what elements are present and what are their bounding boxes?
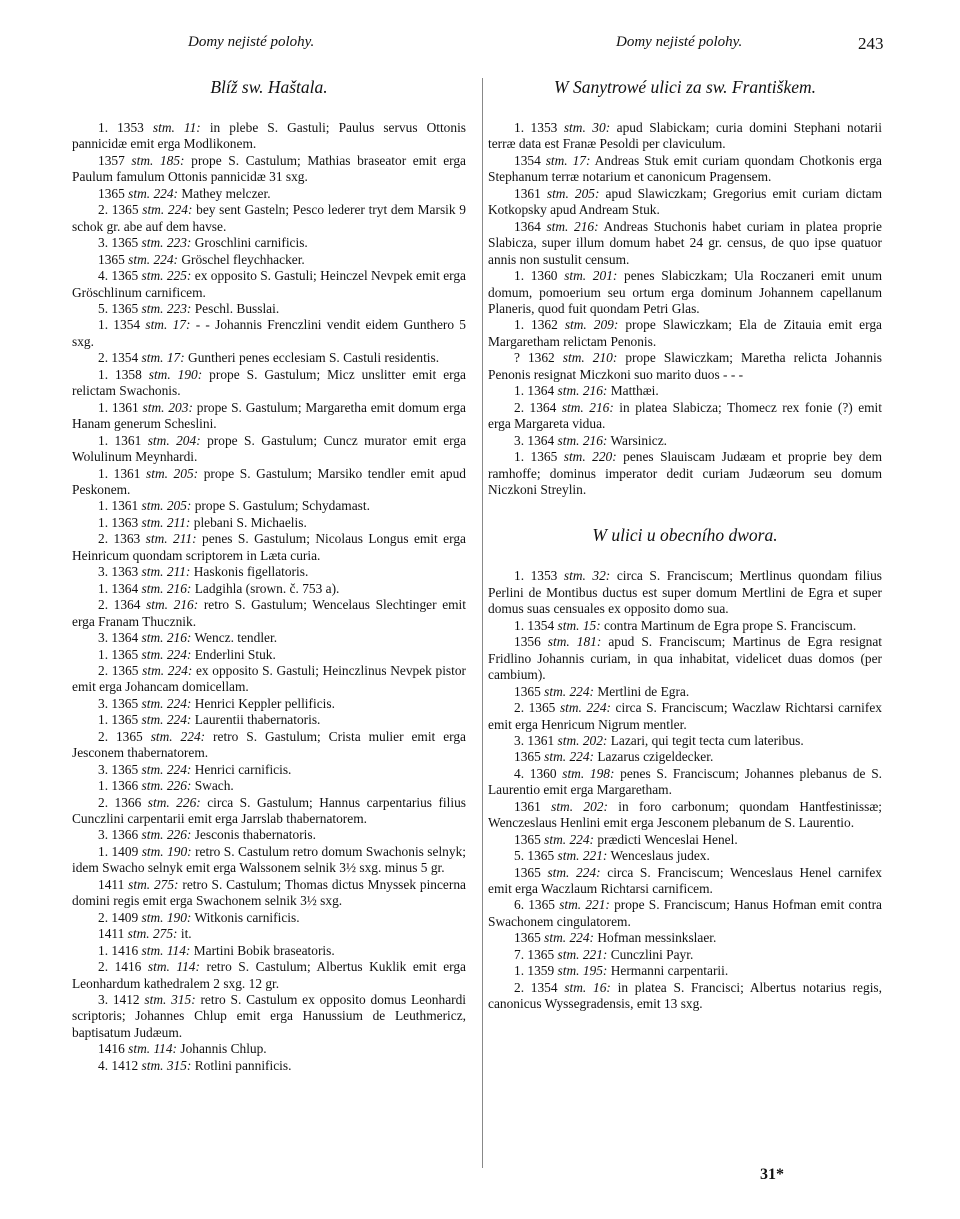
entry-stm-reference: stm. 224:: [142, 662, 193, 678]
entry-text: Jesconis thabernatoris.: [194, 827, 316, 843]
entry-number-year: 1. 1353: [514, 568, 558, 584]
entry-number-year: 3. 1364: [98, 630, 139, 646]
register-entry: [72, 712, 466, 728]
entry-stm-reference: stm. 11:: [152, 120, 201, 135]
entry-stm-reference: stm. 225:: [141, 268, 192, 284]
entry-text: prædicti Wenceslai Henel.: [597, 831, 738, 847]
register-entry: [488, 832, 882, 848]
entry-number-year: 1365: [514, 831, 541, 847]
entry-stm-reference: stm. 221:: [557, 848, 608, 864]
register-entry: [488, 634, 882, 683]
entry-stm-reference: stm. 201:: [564, 268, 618, 284]
register-entry: [488, 153, 882, 186]
entry-text: Wencz. tendler.: [194, 630, 278, 646]
entry-number-year: 1. 1409: [98, 843, 139, 859]
register-entry: [72, 762, 466, 778]
entry-text: prope S. Gastulum; Schydamast.: [194, 498, 370, 514]
entry-stm-reference: stm. 190:: [141, 843, 192, 859]
entry-text: in plebe S. Gastuli; Paulus servus Ottonis pannicidæ emit erga Modlikonem.: [72, 120, 467, 152]
register-entry: [488, 350, 882, 383]
entry-stm-reference: stm. 224:: [141, 712, 192, 728]
register-entry: [72, 778, 466, 794]
register-entry: [488, 897, 882, 930]
register-entry: [488, 733, 882, 749]
register-entry: [72, 186, 466, 202]
entry-number-year: 3. 1361: [514, 732, 555, 748]
page-number: 243: [858, 34, 884, 53]
register-entry: [488, 963, 882, 979]
entry-text: penes Slabiczkam; Ula Roczaneri emit unum domum, pomoerium seu ortum erga dominum Johannem capellanum Planeris, quod fuit quondam Petri Glas.: [488, 268, 883, 316]
register-entry: [488, 268, 882, 317]
running-head-left: Domy nejisté polohy.: [188, 34, 315, 50]
register-entry: [72, 1058, 466, 1074]
entry-text: prope S. Gastulum; Marsiko tendler emit apud Peskonem.: [72, 465, 466, 497]
entry-number-year: 1. 1362: [514, 317, 558, 333]
register-entry: [72, 350, 466, 366]
entry-stm-reference: stm. 315:: [141, 1057, 192, 1073]
entry-number-year: 1. 1363: [98, 514, 139, 530]
entry-number-year: 1. 1361: [98, 432, 142, 448]
entry-number-year: 1. 1364: [98, 580, 139, 596]
entry-stm-reference: stm. 223:: [141, 300, 192, 316]
entry-text: penes Slauiscam Judæam et proprie bey dem ramhoffe; dominus imperator dedit curiam Judæorum seu domum Niczkoni Streylin.: [488, 449, 882, 497]
entry-stm-reference: stm. 216:: [146, 597, 199, 613]
entry-stm-reference: stm. 224:: [128, 251, 178, 267]
entry-number-year: 1354: [514, 152, 541, 168]
entry-text: in platea S. Francisci; Albertus notarius regis, canonicus Wyssegradensis, emit 13 sxg.: [488, 979, 882, 1012]
right-column: [488, 76, 882, 1013]
entry-stm-reference: stm. 224:: [547, 864, 601, 880]
entry-stm-reference: stm. 224:: [141, 761, 192, 777]
register-entry: [488, 449, 882, 498]
entry-text: Matthæi.: [610, 383, 659, 399]
entry-stm-reference: stm. 216:: [557, 383, 608, 399]
entry-text: bey sent Gasteln; Pesco lederer tryt dem Marsik 9 schok gr. abe auf dem havse.: [72, 202, 466, 234]
entry-stm-reference: stm. 17:: [545, 152, 591, 168]
entry-text: retro S. Castulum ex opposito domus Leonhardi scriptoris; Johannes Chlup emit erga Hanussium de Leuthmericz, baptisatum Judæum.: [72, 992, 467, 1040]
entry-text: prope S. Gastulum; Cuncz murator emit erga Wolulinum Meynhardi.: [72, 432, 467, 465]
section-title: Blíž sw. Haštala.: [210, 77, 328, 97]
entry-text: plebani S. Michaelis.: [193, 514, 307, 530]
register-entry: [488, 219, 882, 268]
entry-stm-reference: stm. 216:: [141, 630, 192, 646]
entry-stm-reference: stm. 216:: [557, 432, 608, 448]
register-entry: [72, 581, 466, 597]
entry-number-year: 1365: [514, 683, 541, 699]
entry-stm-reference: stm. 17:: [145, 317, 191, 333]
register-entry: [72, 844, 466, 877]
entry-text: Lazarus czigeldecker.: [597, 749, 714, 765]
entry-text: Andreas Stuk emit curiam quondam Chotkonis erga Stephanum terræ notarium et canonicum Pragensem.: [488, 152, 882, 185]
entry-stm-reference: stm. 226:: [147, 794, 201, 810]
entry-text: it.: [180, 926, 192, 942]
register-entry: [72, 992, 466, 1041]
entry-number-year: 2. 1365: [98, 728, 143, 744]
entry-text: Witkonis carnificis.: [194, 909, 300, 925]
register-entry: [72, 926, 466, 942]
entry-number-year: 1357: [98, 152, 125, 168]
entry-number-year: 1411: [98, 876, 125, 892]
entry-number-year: 2. 1416: [98, 959, 142, 975]
register-entry: [488, 930, 882, 946]
column-divider: [482, 78, 483, 1168]
entry-text: Swach.: [194, 778, 234, 794]
entry-number-year: 1365: [514, 864, 541, 880]
entry-stm-reference: stm. 202:: [551, 798, 608, 814]
entry-stm-reference: stm. 224:: [141, 695, 192, 711]
entry-text: Wenceslaus judex.: [610, 848, 710, 864]
entry-text: retro S. Castulum; Thomas dictus Mnyssek pincerna domini regis emit erga Swachonem selnik 3½ sxg.: [72, 876, 466, 909]
register-entry: [72, 795, 466, 828]
entry-text: Lazari, qui tegit tecta cum lateribus.: [610, 732, 804, 748]
entry-text: ex opposito S. Gastuli; Heinczlinus Nevpek pistor emit erga Johancam domicellam.: [72, 662, 467, 695]
entry-number-year: 3. 1412: [98, 992, 140, 1008]
register-entry: [488, 383, 882, 399]
register-entry: [72, 531, 466, 564]
register-entry: [72, 202, 466, 235]
entry-number-year: 1. 1353: [514, 120, 558, 135]
register-entry: [72, 827, 466, 843]
entry-stm-reference: stm. 190:: [148, 366, 203, 382]
entry-stm-reference: stm. 226:: [141, 778, 192, 794]
entry-text: Warsinicz.: [610, 432, 668, 448]
entry-text: Groschlini carnificis.: [194, 235, 308, 251]
entry-stm-reference: stm. 216:: [141, 580, 192, 596]
running-head-right: Domy nejisté polohy.: [616, 34, 743, 50]
register-entry: [72, 153, 466, 186]
entry-stm-reference: stm. 224:: [544, 831, 594, 847]
entry-number-year: 1. 1358: [98, 366, 142, 382]
entry-text: apud S. Franciscum; Martinus de Egra resignat Fridlino Johannis curiam, in qua inhabitat, videlicet duas domos (per cambium).: [488, 634, 883, 683]
entry-stm-reference: stm. 195:: [557, 963, 608, 979]
section-title: W Sanytrowé ulici za sw. Františkem.: [554, 77, 816, 97]
register-entry: [72, 400, 466, 433]
register-entry: [72, 498, 466, 514]
entry-number-year: 3. 1363: [98, 564, 139, 580]
entry-stm-reference: stm. 211:: [145, 531, 197, 547]
entry-number-year: 1364: [514, 218, 541, 234]
entry-stm-reference: stm. 226:: [141, 827, 192, 843]
entry-number-year: 1. 1360: [514, 268, 558, 284]
entry-number-year: ? 1362: [514, 350, 555, 366]
register-entry: [488, 120, 882, 153]
entry-number-year: 1365: [98, 185, 125, 201]
entry-number-year: 4. 1360: [514, 765, 557, 781]
entry-stm-reference: stm. 220:: [563, 449, 617, 465]
entry-stm-reference: stm. 315:: [144, 992, 196, 1008]
register-entry: [72, 564, 466, 580]
register-entry: [488, 684, 882, 700]
entry-number-year: 1. 1354: [514, 617, 555, 633]
entry-text: apud Slawiczkam; Gregorius emit curiam dictam Kotkopsky apud Andream Stuk.: [488, 185, 882, 218]
entry-number-year: 3. 1365: [98, 695, 139, 711]
register-entry: [488, 618, 882, 634]
entry-number-year: 7. 1365: [514, 946, 555, 962]
register-entry: [72, 317, 466, 350]
entry-number-year: 1. 1365: [98, 646, 139, 662]
register-entry: [72, 959, 466, 992]
register-entry: [72, 252, 466, 268]
entry-stm-reference: stm. 114:: [128, 1041, 177, 1057]
entry-text: Henrici carnificis.: [194, 761, 292, 777]
entry-stm-reference: stm. 15:: [557, 617, 601, 633]
entry-stm-reference: stm. 181:: [547, 634, 602, 650]
entry-number-year: 1. 1416: [98, 942, 139, 958]
register-entry: [72, 235, 466, 251]
entry-number-year: 3. 1364: [514, 432, 555, 448]
entry-number-year: 5. 1365: [98, 300, 139, 316]
register-entry: [72, 466, 466, 499]
left-column: [72, 76, 466, 1074]
entry-stm-reference: stm. 224:: [544, 749, 594, 765]
register-entry: [72, 1041, 466, 1057]
entry-stm-reference: stm. 198:: [562, 765, 615, 781]
entry-number-year: 1356: [514, 634, 541, 650]
entry-text: contra Martinum de Egra prope S. Franciscum.: [604, 617, 857, 633]
entry-text: retro S. Castulum; Albertus Kuklik emit erga Leonhardum kathedralem 2 sxg. 12 gr.: [72, 959, 466, 991]
entry-text: Enderlini Stuk.: [194, 646, 276, 662]
register-entry: [72, 729, 466, 762]
entry-text: Guntheri penes ecclesiam S. Castuli residentis.: [188, 350, 440, 366]
entry-stm-reference: stm. 204:: [147, 432, 201, 448]
entry-number-year: 2. 1365: [514, 700, 556, 716]
entry-number-year: 1. 1361: [98, 465, 141, 481]
entry-text: circa S. Franciscum; Waczlaw Richtarsi carnifex emit erga Henricum Nigrum mentler.: [488, 700, 882, 732]
entry-number-year: 1. 1365: [514, 449, 558, 465]
register-entry: [488, 947, 882, 963]
entry-number-year: 1. 1366: [98, 778, 139, 794]
entry-stm-reference: stm. 221:: [557, 946, 608, 962]
register-entry: [488, 865, 882, 898]
entry-text: ex opposito S. Gastuli; Heinczel Nevpek emit erga Gröschlinum carnificem.: [72, 268, 467, 300]
entry-number-year: 1361: [514, 798, 541, 814]
entry-number-year: 1. 1353: [98, 120, 144, 135]
register-entry: [72, 367, 466, 400]
register-entry: [488, 568, 882, 617]
entry-number-year: 1. 1354: [98, 317, 141, 333]
entry-text: prope Slawiczkam; Ela de Zitauia emit erga Margaretham relictam Penonis.: [488, 317, 882, 349]
entry-text: circa S. Gastulum; Hannus carpentarius filius Cunczlini carpentarii emit erga Jarrslab thabernatorem.: [72, 794, 466, 827]
entry-number-year: 1365: [514, 749, 541, 765]
register-entry: [72, 120, 466, 153]
entry-number-year: 2. 1354: [98, 350, 139, 366]
entry-stm-reference: stm. 210:: [562, 350, 618, 366]
entry-text: Cunczlini Payr.: [610, 946, 694, 962]
section-title: W ulici u obecního dwora.: [592, 525, 778, 546]
entry-stm-reference: stm. 275:: [127, 926, 178, 942]
entry-stm-reference: stm. 185:: [131, 152, 185, 168]
entry-number-year: 1365: [514, 930, 541, 946]
entry-stm-reference: stm. 223:: [141, 235, 192, 251]
register-entry: [72, 301, 466, 317]
entry-number-year: 1361: [514, 185, 541, 201]
register-entry: [488, 980, 882, 1013]
entry-stm-reference: stm. 211:: [141, 514, 191, 530]
entry-stm-reference: stm. 211:: [141, 564, 191, 580]
entry-number-year: 2. 1365: [98, 202, 139, 218]
entry-number-year: 2. 1363: [98, 531, 141, 547]
entry-text: prope S. Castulum; Mathias braseator emit erga Paulum famulum Ottonis pannicidæ 31 sxg.: [72, 152, 467, 185]
register-entry: [488, 766, 882, 799]
entry-stm-reference: stm. 114:: [141, 942, 191, 958]
entry-number-year: 2. 1366: [98, 794, 142, 810]
entry-number-year: 1365: [98, 251, 125, 267]
register-entry: [488, 700, 882, 733]
entry-text: prope Slawiczkam; Maretha relicta Johannis Penonis resignat Miczkoni suo marito duos - - -: [488, 350, 882, 382]
entry-text: retro S. Gastulum; Wencelaus Slechtinger emit erga Franam Thucznik.: [72, 597, 466, 629]
entry-text: retro S. Castulum retro domum Swachonis selnyk; idem Swacho selnyk emit erga Walssonem selnik 3½ sxg. minus 5 gr.: [72, 843, 466, 876]
entry-stm-reference: stm. 114:: [147, 959, 200, 975]
entry-text: Rotlini pannificis.: [194, 1057, 292, 1073]
entry-number-year: 1416: [98, 1041, 125, 1057]
register-entry: [488, 400, 882, 433]
entry-text: circa S. Franciscum; Wenceslaus Henel carnifex emit erga Waczlaum Richtarsi carnificem.: [488, 864, 882, 897]
entry-stm-reference: stm. 190:: [141, 909, 192, 925]
entry-stm-reference: stm. 216:: [546, 218, 599, 234]
register-entry: [488, 749, 882, 765]
entry-number-year: 6. 1365: [514, 897, 556, 913]
entry-text: Gröschel fleychhacker.: [181, 251, 305, 267]
entry-number-year: 3. 1365: [98, 235, 139, 251]
register-entry: [488, 186, 882, 219]
register-entry: [72, 433, 466, 466]
register-entry: [72, 877, 466, 910]
entry-number-year: 2. 1354: [514, 979, 558, 995]
entry-stm-reference: stm. 202:: [557, 732, 608, 748]
entry-number-year: 3. 1365: [98, 761, 139, 777]
entry-text: penes S. Gastulum; Nicolaus Longus emit erga Heinricum quondam scriptorem in Læta curia.: [72, 531, 466, 563]
entry-text: Ladgihla (srown. č. 753 a).: [194, 580, 340, 596]
entry-stm-reference: stm. 224:: [559, 700, 611, 716]
entry-stm-reference: stm. 17:: [141, 350, 185, 366]
entry-text: prope S. Franciscum; Hanus Hofman emit contra Swachonem cingulatorem.: [488, 897, 882, 929]
entry-number-year: 3. 1366: [98, 827, 139, 843]
register-entry: [72, 647, 466, 663]
entry-stm-reference: stm. 216:: [561, 399, 614, 415]
entry-number-year: 2. 1364: [98, 597, 141, 613]
entry-text: in foro carbonum; quondam Hantfestinissæ; Wenczeslaus Henlini emit erga Jesconem plebanum de S. Laurentio.: [488, 798, 882, 831]
entry-number-year: 1. 1365: [98, 712, 139, 728]
entry-stm-reference: stm. 205:: [141, 498, 192, 514]
entry-text: prope S. Gastulum; Micz unslitter emit erga relictam Swachonis.: [72, 366, 466, 399]
entry-stm-reference: stm. 224:: [150, 728, 206, 744]
entry-text: Haskonis figellatoris.: [193, 564, 309, 580]
entry-number-year: 1411: [98, 926, 125, 942]
entry-number-year: 2. 1364: [514, 399, 557, 415]
register-entry: [72, 663, 466, 696]
entry-text: Andreas Stuchonis habet curiam in platea proprie Slabicza, super illum domum habet 24 gr. census, de quo ipse quatuor annis non sustulit censum.: [488, 218, 882, 267]
entry-stm-reference: stm. 224:: [128, 185, 178, 201]
entry-stm-reference: stm. 16:: [564, 979, 611, 995]
entry-stm-reference: stm. 203:: [142, 399, 193, 415]
entry-number-year: 2. 1409: [98, 909, 139, 925]
entry-number-year: 4. 1365: [98, 268, 139, 284]
entry-text: Johannis Chlup.: [180, 1041, 267, 1057]
entry-stm-reference: stm. 32:: [563, 568, 611, 584]
register-entry: [72, 597, 466, 630]
entry-number-year: 1. 1361: [98, 399, 139, 415]
entry-number-year: 5. 1365: [514, 848, 555, 864]
entry-number-year: 4. 1412: [98, 1057, 139, 1073]
register-entry: [72, 630, 466, 646]
entry-text: Laurentii thabernatoris.: [194, 712, 321, 728]
entry-stm-reference: stm. 224:: [544, 930, 594, 946]
entry-stm-reference: stm. 205:: [546, 185, 600, 201]
entry-number-year: 1. 1364: [514, 383, 555, 399]
register-entry: [488, 433, 882, 449]
entry-text: penes S. Franciscum; Johannes plebanus de S. Laurentio emit erga Margaretham.: [488, 765, 883, 798]
entry-text: apud Slabickam; curia domini Stephani notarii terræ data est Franæ Pesoldi per claviculum.: [488, 120, 882, 152]
entry-stm-reference: stm. 30:: [563, 120, 611, 135]
register-entry: [488, 317, 882, 350]
entry-stm-reference: stm. 224:: [142, 202, 193, 218]
register-entry: [72, 515, 466, 531]
register-entry: [72, 268, 466, 301]
entry-stm-reference: stm. 209:: [564, 317, 619, 333]
entry-text: - - Johannis Frenczlini vendit eidem Gunthero 5 sxg.: [72, 317, 467, 349]
entry-text: Hofman messinkslaer.: [597, 930, 717, 946]
entry-text: circa S. Franciscum; Mertlinus quondam filius Perlini de Montibus ductus est super domum Mertlini de Egra et super domus suas censuales ex opposito domo sua.: [488, 568, 882, 617]
entry-text: Hermanni carpentarii.: [610, 963, 729, 979]
register-entry: [72, 910, 466, 926]
signature-mark: 31*: [760, 1166, 784, 1183]
entry-stm-reference: stm. 224:: [141, 646, 192, 662]
entry-text: Mathey melczer.: [181, 185, 271, 201]
entry-text: Martini Bobik braseatoris.: [193, 942, 335, 958]
entry-stm-reference: stm. 205:: [146, 465, 199, 481]
register-entry: [72, 943, 466, 959]
entry-text: retro S. Gastulum; Crista mulier emit erga Jesconem thabernatorem.: [72, 728, 466, 761]
entry-text: Peschl. Busslai.: [194, 300, 280, 316]
entry-number-year: 1. 1361: [98, 498, 139, 514]
entry-stm-reference: stm. 275:: [128, 876, 179, 892]
entry-text: Henrici Keppler pellificis.: [194, 695, 335, 711]
entry-number-year: 2. 1365: [98, 662, 139, 678]
entry-text: in platea Slabicza; Thomecz rex fonie (?) emit erga Margareta vidua.: [488, 399, 883, 432]
entry-stm-reference: stm. 221:: [559, 897, 610, 913]
entry-text: Mertlini de Egra.: [597, 683, 690, 699]
register-entry: [72, 696, 466, 712]
entry-text: prope S. Gastulum; Margaretha emit domum erga Hanam generum Scheslini.: [72, 399, 466, 432]
entry-number-year: 1. 1359: [514, 963, 555, 979]
entry-stm-reference: stm. 224:: [544, 683, 594, 699]
register-entry: [488, 848, 882, 864]
register-entry: [488, 799, 882, 832]
